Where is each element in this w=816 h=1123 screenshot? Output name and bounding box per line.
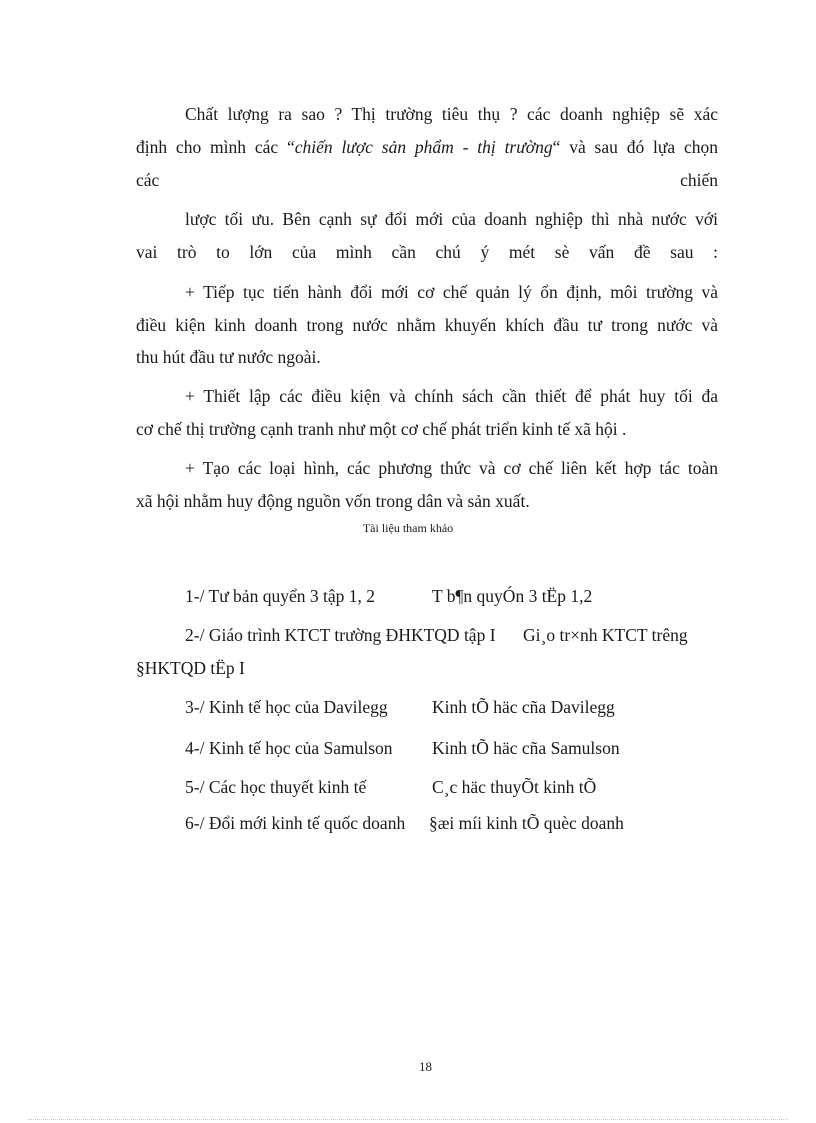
text-run: định cho mình các “ <box>136 137 295 157</box>
reference-item-alt: §HKTQD tËp I <box>136 658 245 678</box>
body-line: + Thiết lập các điều kiện và chính sách cần thiết để phát huy tối đa <box>185 386 718 406</box>
body-line: Chất lượng ra sao ? Thị trường tiêu thụ ? các doanh nghiệp sẽ xác <box>185 104 718 124</box>
page-number: 18 <box>419 1059 432 1074</box>
references-heading: Tài liệu tham khảo <box>362 521 454 535</box>
text-run: “ và sau đó lựa chọn <box>552 137 718 157</box>
reference-item: 1-/ Tư bản quyển 3 tập 1, 2 <box>185 586 375 606</box>
reference-item-alt: Gi¸o tr×nh KTCT trêng <box>523 625 688 645</box>
body-line: xã hội nhằm huy động nguồn vốn trong dân và sản xuất. <box>136 491 530 511</box>
body-line <box>136 168 718 192</box>
body-line: + Tiếp tục tiến hành đổi mới cơ chế quản lý ổn định, môi trường và <box>185 282 718 302</box>
text-run: chiến <box>680 170 718 190</box>
reference-item: 3-/ Kinh tế học của Davilegg <box>185 697 388 717</box>
reference-item: 5-/ Các học thuyết kinh tế <box>185 777 367 797</box>
body-line: điều kiện kinh doanh trong nước nhằm khuyến khích đầu tư trong nước và <box>136 315 718 335</box>
reference-item: 4-/ Kinh tế học của Samulson <box>185 738 393 758</box>
reference-item-alt: Kinh tÕ häc cña Davilegg <box>432 697 615 717</box>
body-line: vai trò to lớn của mình cần chú ý mét sè vấn đề sau : <box>136 242 718 262</box>
footer-divider <box>28 1119 788 1120</box>
reference-item-alt: T b¶n quyÓn 3 tËp 1,2 <box>432 586 593 606</box>
body-line: cơ chế thị trường cạnh tranh như một cơ chế phát triển kinh tế xã hội . <box>136 419 627 439</box>
reference-item: 6-/ Đổi mới kinh tế quốc doanh <box>185 813 406 833</box>
reference-item-alt: §æi míi kinh tÕ quèc doanh <box>429 813 624 833</box>
body-line: lược tối ưu. Bên cạnh sự đổi mới của doanh nghiệp thì nhà nước với <box>185 209 718 229</box>
body-line <box>136 135 718 159</box>
text-run: các <box>136 170 160 190</box>
italic-phrase: chiến lược sản phẩm - thị trường <box>294 137 553 157</box>
body-line: + Tạo các loại hình, các phương thức và cơ chế liên kết hợp tác toàn <box>185 458 718 478</box>
reference-item-alt: C¸c häc thuyÕt kinh tÕ <box>432 777 597 797</box>
reference-item-alt: Kinh tÕ häc cña Samulson <box>432 738 620 758</box>
body-line: thu hút đầu tư nước ngoài. <box>136 347 321 367</box>
reference-item: 2-/ Giáo trình KTCT trường ĐHKTQD tập I <box>185 625 496 645</box>
